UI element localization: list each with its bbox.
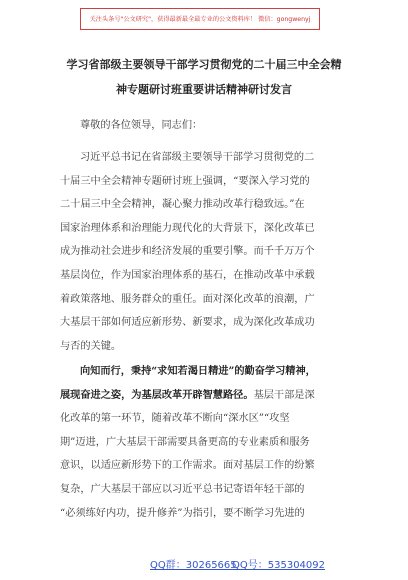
paragraph-1-line: 成为推动社会进步和经济发展的重要引擎。而千千万万个 (60, 246, 315, 258)
paragraph-1-line: 大基层干部如何适应新形势、新要求，成为深化改革成功 (60, 317, 315, 329)
paragraph-1-line: 二十届三中全会精神，凝心聚力推动改革行稳致远。”在 (60, 199, 305, 211)
promo-banner: 关注头条号"公文研究"，获得最新最全最专业的公文资料库！ 微信：gongwenyj (80, 8, 320, 30)
paragraph-1 (60, 146, 348, 358)
document-title-line-2: 神专题研讨班重要讲话精神研讨发言 (116, 83, 292, 96)
paragraph-1-line: 与否的关键。 (60, 340, 122, 352)
salutation (60, 114, 348, 138)
paragraph-2-lead-sentence: 向知而行，秉持“求知若渴日精进”的勤奋学习精神， (80, 365, 316, 377)
paragraph-2-line: 意识，以适应新形势下的工作需求。面对基层工作的纷繁 (60, 460, 315, 472)
document-title-line-1: 学习省部级主要领导干部学习贯彻党的二十届三中全会精 (66, 58, 342, 71)
paragraph-2-line: “必须练好内功，提升修养”为指引，要不断学习先进的 (60, 507, 305, 519)
qq-group-link[interactable]: QQ群：30265665 (150, 560, 237, 571)
paragraph-2-line: 复杂，广大基层干部应以习近平总书记寄语年轻干部的 (60, 483, 305, 495)
paragraph-2-lead-sentence-end: 展现奋进之姿，为基层改革开辟智慧路径。 (60, 388, 254, 401)
salutation-text: 尊敬的各位领导，同志们： (80, 120, 203, 131)
paragraph-2-text: 基层干部是深 (253, 389, 315, 401)
paragraph-1-line: 国家治理体系和治理能力现代化的大背景下，深化改革已 (60, 222, 315, 234)
paragraph-2-line: 化改革的第一环节，随着改革不断向“深水区”“攻坚 (60, 413, 290, 425)
paragraph-2-line (60, 384, 348, 408)
qq-number-link[interactable]: QQ号：535304092 (232, 560, 326, 571)
paragraph-1-line: 习近平总书记在省部级主要领导干部学习贯彻党的二 (80, 152, 315, 163)
paragraph-2 (60, 360, 348, 525)
paragraph-1-line: 基层岗位，作为国家治理体系的基石，在推动改革中承载 (60, 269, 315, 281)
paragraph-1-line: 十届三中全会精神专题研讨班上强调，“要深入学习党的 (60, 175, 310, 187)
paragraph-1-line: 着政策落地、服务群众的重任。面对深化改革的浪潮，广 (60, 293, 315, 305)
page-footer (0, 556, 408, 570)
paragraph-2-line: 期”迈进，广大基层干部需要具备更高的专业素质和服务 (60, 436, 310, 448)
